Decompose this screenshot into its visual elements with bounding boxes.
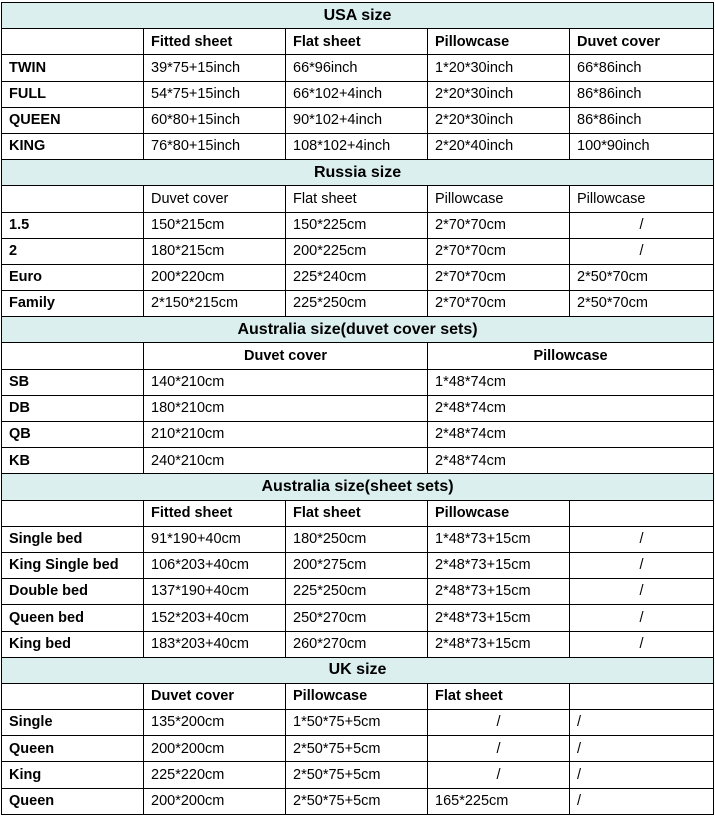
table-row (2, 369, 714, 395)
row-label: King bed (2, 631, 144, 657)
table-cell: 1*20*30inch (428, 55, 570, 81)
table-cell: 39*75+15inch (144, 55, 286, 81)
table-cell: / (428, 736, 570, 762)
uk-header-row (2, 683, 714, 709)
table-cell: / (428, 710, 570, 736)
usa-header-corner (2, 29, 144, 55)
table-cell: 2*20*40inch (428, 133, 570, 159)
table-cell: 66*102+4inch (286, 81, 428, 107)
aus-duvet-header-corner (2, 343, 144, 369)
table-row (2, 579, 714, 605)
table-row (2, 552, 714, 578)
table-row (2, 736, 714, 762)
table-cell: 152*203+40cm (144, 605, 286, 631)
table-row (2, 710, 714, 736)
row-label: QUEEN (2, 107, 144, 133)
usa-section-title: USA size (2, 3, 714, 29)
row-label: 2 (2, 238, 144, 264)
row-label: Family (2, 291, 144, 317)
table-cell: 180*215cm (144, 238, 286, 264)
table-row (2, 605, 714, 631)
table-row (2, 526, 714, 552)
table-cell: 2*50*75+5cm (286, 788, 428, 814)
uk-section-title: UK size (2, 657, 714, 683)
table-cell: / (570, 788, 714, 814)
table-cell: / (570, 762, 714, 788)
usa-header-cell: Fitted sheet (144, 29, 286, 55)
table-cell: 2*50*70cm (570, 291, 714, 317)
aus-sheet-header-cell: Fitted sheet (144, 500, 286, 526)
table-cell: 210*210cm (144, 422, 428, 448)
table-cell: 180*210cm (144, 395, 428, 421)
aus-sheet-header-cell: Flat sheet (286, 500, 428, 526)
table-cell: 108*102+4inch (286, 133, 428, 159)
aus-duvet-header-cell: Duvet cover (144, 343, 428, 369)
aus-duvet-header-cell: Pillowcase (428, 343, 714, 369)
russia-header-corner (2, 186, 144, 212)
row-label: KING (2, 133, 144, 159)
table-cell: 250*270cm (286, 605, 428, 631)
table-cell: 2*70*70cm (428, 238, 570, 264)
uk-header-cell: Duvet cover (144, 683, 286, 709)
table-cell: / (570, 736, 714, 762)
table-cell: 2*50*70cm (570, 264, 714, 290)
table-cell: 2*70*70cm (428, 291, 570, 317)
table-cell: 2*48*73+15cm (428, 605, 570, 631)
table-cell: 225*240cm (286, 264, 428, 290)
aus-duvet-section-header (2, 317, 714, 343)
table-row (2, 448, 714, 474)
table-row (2, 107, 714, 133)
uk-header-corner (2, 683, 144, 709)
size-chart-table (1, 2, 714, 815)
table-cell: 200*225cm (286, 238, 428, 264)
aus-sheet-section-title: Australia size(sheet sets) (2, 474, 714, 500)
table-cell: 76*80+15inch (144, 133, 286, 159)
table-cell: 86*86inch (570, 81, 714, 107)
table-cell: 1*48*73+15cm (428, 526, 570, 552)
usa-header-cell: Duvet cover (570, 29, 714, 55)
uk-section-header (2, 657, 714, 683)
table-cell: 2*50*75+5cm (286, 762, 428, 788)
table-cell: 2*48*74cm (428, 395, 714, 421)
uk-header-cell: Flat sheet (428, 683, 570, 709)
row-label: Queen (2, 736, 144, 762)
table-cell: 140*210cm (144, 369, 428, 395)
table-cell: 2*20*30inch (428, 81, 570, 107)
usa-header-row (2, 29, 714, 55)
table-cell: / (570, 552, 714, 578)
table-cell: 2*70*70cm (428, 264, 570, 290)
table-row (2, 395, 714, 421)
row-label: Euro (2, 264, 144, 290)
russia-section-header (2, 160, 714, 186)
russia-header-cell: Flat sheet (286, 186, 428, 212)
table-cell: 54*75+15inch (144, 81, 286, 107)
row-label: Queen bed (2, 605, 144, 631)
table-cell: / (570, 212, 714, 238)
table-cell: 183*203+40cm (144, 631, 286, 657)
table-cell: 100*90inch (570, 133, 714, 159)
table-row (2, 212, 714, 238)
table-cell: 66*96inch (286, 55, 428, 81)
table-cell: / (570, 238, 714, 264)
uk-header-cell (570, 683, 714, 709)
table-cell: / (570, 526, 714, 552)
russia-header-cell: Duvet cover (144, 186, 286, 212)
row-label: 1.5 (2, 212, 144, 238)
table-row (2, 55, 714, 81)
aus-sheet-header-cell: Pillowcase (428, 500, 570, 526)
russia-header-cell: Pillowcase (428, 186, 570, 212)
table-cell: 200*275cm (286, 552, 428, 578)
table-cell: / (570, 631, 714, 657)
table-cell: 60*80+15inch (144, 107, 286, 133)
table-cell: 91*190+40cm (144, 526, 286, 552)
table-cell: 66*86inch (570, 55, 714, 81)
row-label: King Single bed (2, 552, 144, 578)
table-cell: 225*250cm (286, 291, 428, 317)
aus-sheet-section-header (2, 474, 714, 500)
table-cell: 1*48*74cm (428, 369, 714, 395)
table-cell: 200*200cm (144, 736, 286, 762)
table-cell: / (570, 579, 714, 605)
table-cell: 2*48*74cm (428, 448, 714, 474)
aus-duvet-header-row (2, 343, 714, 369)
table-cell: 2*48*73+15cm (428, 631, 570, 657)
table-row (2, 762, 714, 788)
aus-sheet-header-cell (570, 500, 714, 526)
table-row (2, 631, 714, 657)
table-cell: 90*102+4inch (286, 107, 428, 133)
table-row (2, 422, 714, 448)
row-label: QB (2, 422, 144, 448)
aus-sheet-header-row (2, 500, 714, 526)
row-label: Single bed (2, 526, 144, 552)
table-cell: / (570, 605, 714, 631)
table-row (2, 81, 714, 107)
russia-header-cell: Pillowcase (570, 186, 714, 212)
table-cell: 165*225cm (428, 788, 570, 814)
usa-header-cell: Flat sheet (286, 29, 428, 55)
table-cell: 200*220cm (144, 264, 286, 290)
table-row (2, 291, 714, 317)
table-cell: 2*70*70cm (428, 212, 570, 238)
table-cell: 1*50*75+5cm (286, 710, 428, 736)
aus-duvet-section-title: Australia size(duvet cover sets) (2, 317, 714, 343)
table-cell: 2*48*73+15cm (428, 552, 570, 578)
table-cell: / (570, 710, 714, 736)
table-cell: 225*220cm (144, 762, 286, 788)
table-cell: 2*48*73+15cm (428, 579, 570, 605)
table-cell: 2*20*30inch (428, 107, 570, 133)
table-cell: 225*250cm (286, 579, 428, 605)
usa-header-cell: Pillowcase (428, 29, 570, 55)
row-label: SB (2, 369, 144, 395)
row-label: DB (2, 395, 144, 421)
row-label: FULL (2, 81, 144, 107)
table-cell: 260*270cm (286, 631, 428, 657)
usa-section-header (2, 3, 714, 29)
table-cell: 2*48*74cm (428, 422, 714, 448)
table-cell: 2*50*75+5cm (286, 736, 428, 762)
table-row (2, 133, 714, 159)
table-cell: 200*200cm (144, 788, 286, 814)
table-cell: 180*250cm (286, 526, 428, 552)
row-label: King (2, 762, 144, 788)
table-row (2, 264, 714, 290)
russia-section-title: Russia size (2, 160, 714, 186)
table-cell: 150*225cm (286, 212, 428, 238)
row-label: Queen (2, 788, 144, 814)
table-cell: 135*200cm (144, 710, 286, 736)
table-cell: / (428, 762, 570, 788)
table-row (2, 788, 714, 814)
row-label: KB (2, 448, 144, 474)
table-cell: 150*215cm (144, 212, 286, 238)
aus-sheet-header-corner (2, 500, 144, 526)
table-cell: 240*210cm (144, 448, 428, 474)
table-cell: 106*203+40cm (144, 552, 286, 578)
table-cell: 86*86inch (570, 107, 714, 133)
row-label: Single (2, 710, 144, 736)
row-label: TWIN (2, 55, 144, 81)
table-cell: 137*190+40cm (144, 579, 286, 605)
table-cell: 2*150*215cm (144, 291, 286, 317)
table-row (2, 238, 714, 264)
uk-header-cell: Pillowcase (286, 683, 428, 709)
row-label: Double bed (2, 579, 144, 605)
russia-header-row (2, 186, 714, 212)
